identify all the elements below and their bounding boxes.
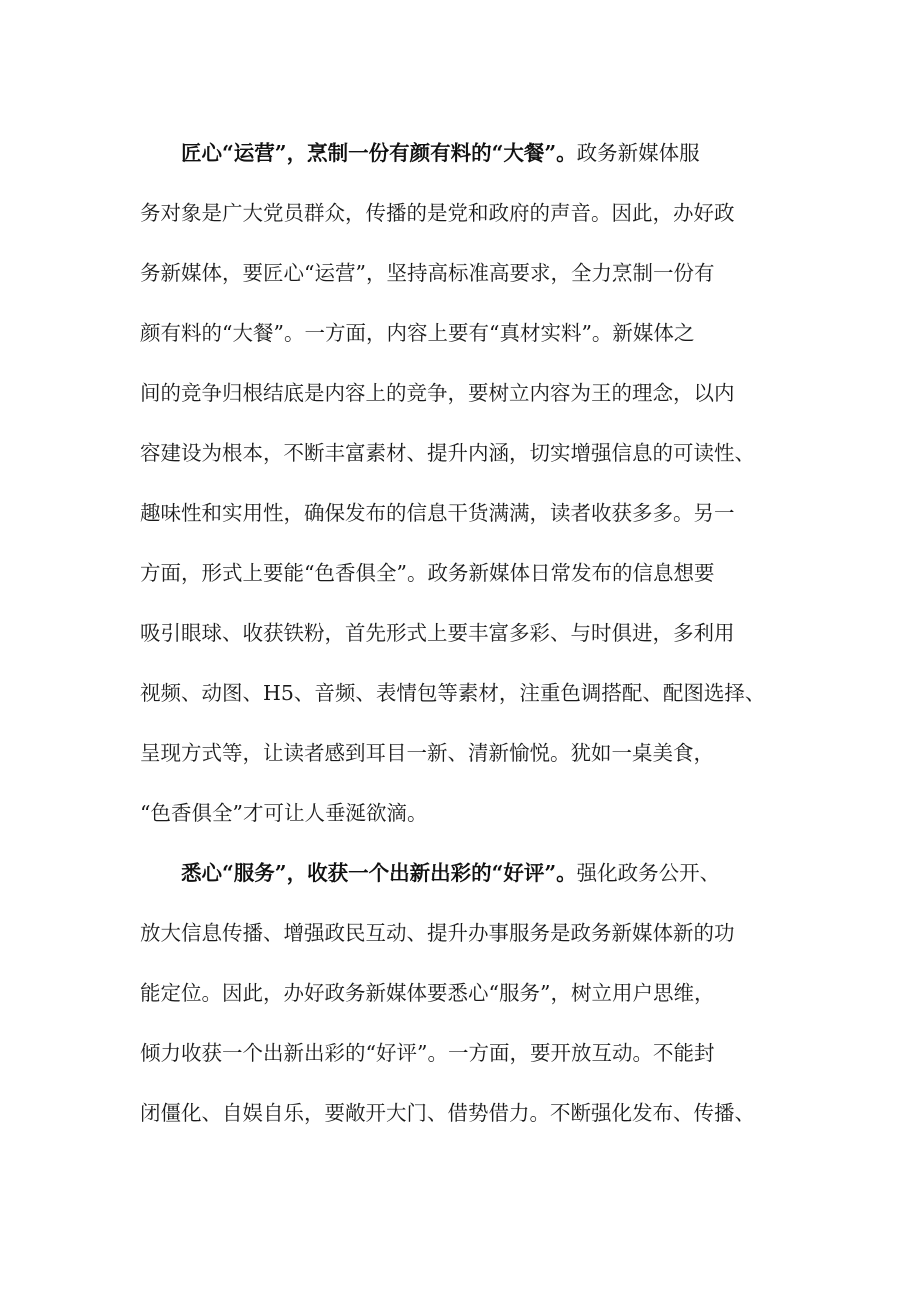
paragraph-1-line-2: 务对象是广大党员群众，传播的是党和政府的声音。因此，办好政 — [140, 201, 735, 225]
paragraph-1-line-6: 容建设为根本，不断丰富素材、提升内涵，切实增强信息的可读性、 — [140, 441, 755, 465]
paragraph-2-line-1 — [181, 858, 720, 888]
paragraph-2-line-4: 倾力收获一个出新出彩的“好评”。一方面，要开放互动。不能封 — [140, 1041, 715, 1065]
paragraph-2-line-5: 闭僵化、自娱自乐，要敞开大门、借势借力。不断强化发布、传播、 — [140, 1101, 755, 1125]
paragraph-2-lead: 悉心“服务”，收获一个出新出彩的“好评”。 — [181, 861, 577, 885]
paragraph-1-line-4: 颜有料的“大餐”。一方面，内容上要有“真材实料”。新媒体之 — [140, 321, 695, 345]
paragraph-1-line-1 — [181, 138, 700, 168]
paragraph-1-line-9: 吸引眼球、收获铁粉，首先形式上要丰富多彩、与时俱进，多利用 — [140, 621, 735, 645]
paragraph-2-line-3: 能定位。因此，办好政务新媒体要悉心“服务”，树立用户思维， — [140, 981, 715, 1005]
paragraph-1-line-8: 方面，形式上要能“色香俱全”。政务新媒体日常发布的信息想要 — [140, 561, 715, 585]
paragraph-1-line-11: 呈现方式等，让读者感到耳目一新、清新愉悦。犹如一桌美食， — [140, 741, 714, 765]
paragraph-1-line-5: 间的竞争归根结底是内容上的竞争，要树立内容为王的理念，以内 — [140, 381, 735, 405]
paragraph-1-line-10: 视频、动图、H5、音频、表情包等素材，注重色调搭配、配图选择、 — [140, 681, 766, 705]
paragraph-1-line-3: 务新媒体，要匠心“运营”，坚持高标准高要求，全力烹制一份有 — [140, 261, 715, 285]
paragraph-2-line-2: 放大信息传播、增强政民互动、提升办事服务是政务新媒体新的功 — [140, 921, 735, 945]
paragraph-1-line-7: 趣味性和实用性，确保发布的信息干货满满，读者收获多多。另一 — [140, 501, 735, 525]
paragraph-2-text: 强化政务公开、 — [576, 861, 721, 885]
paragraph-1-lead: 匠心“运营”，烹制一份有颜有料的“大餐”。 — [181, 141, 577, 165]
paragraph-1-text: 政务新媒体服 — [576, 141, 700, 165]
paragraph-1-line-12: “色香俱全”才可让人垂涎欲滴。 — [140, 801, 428, 825]
